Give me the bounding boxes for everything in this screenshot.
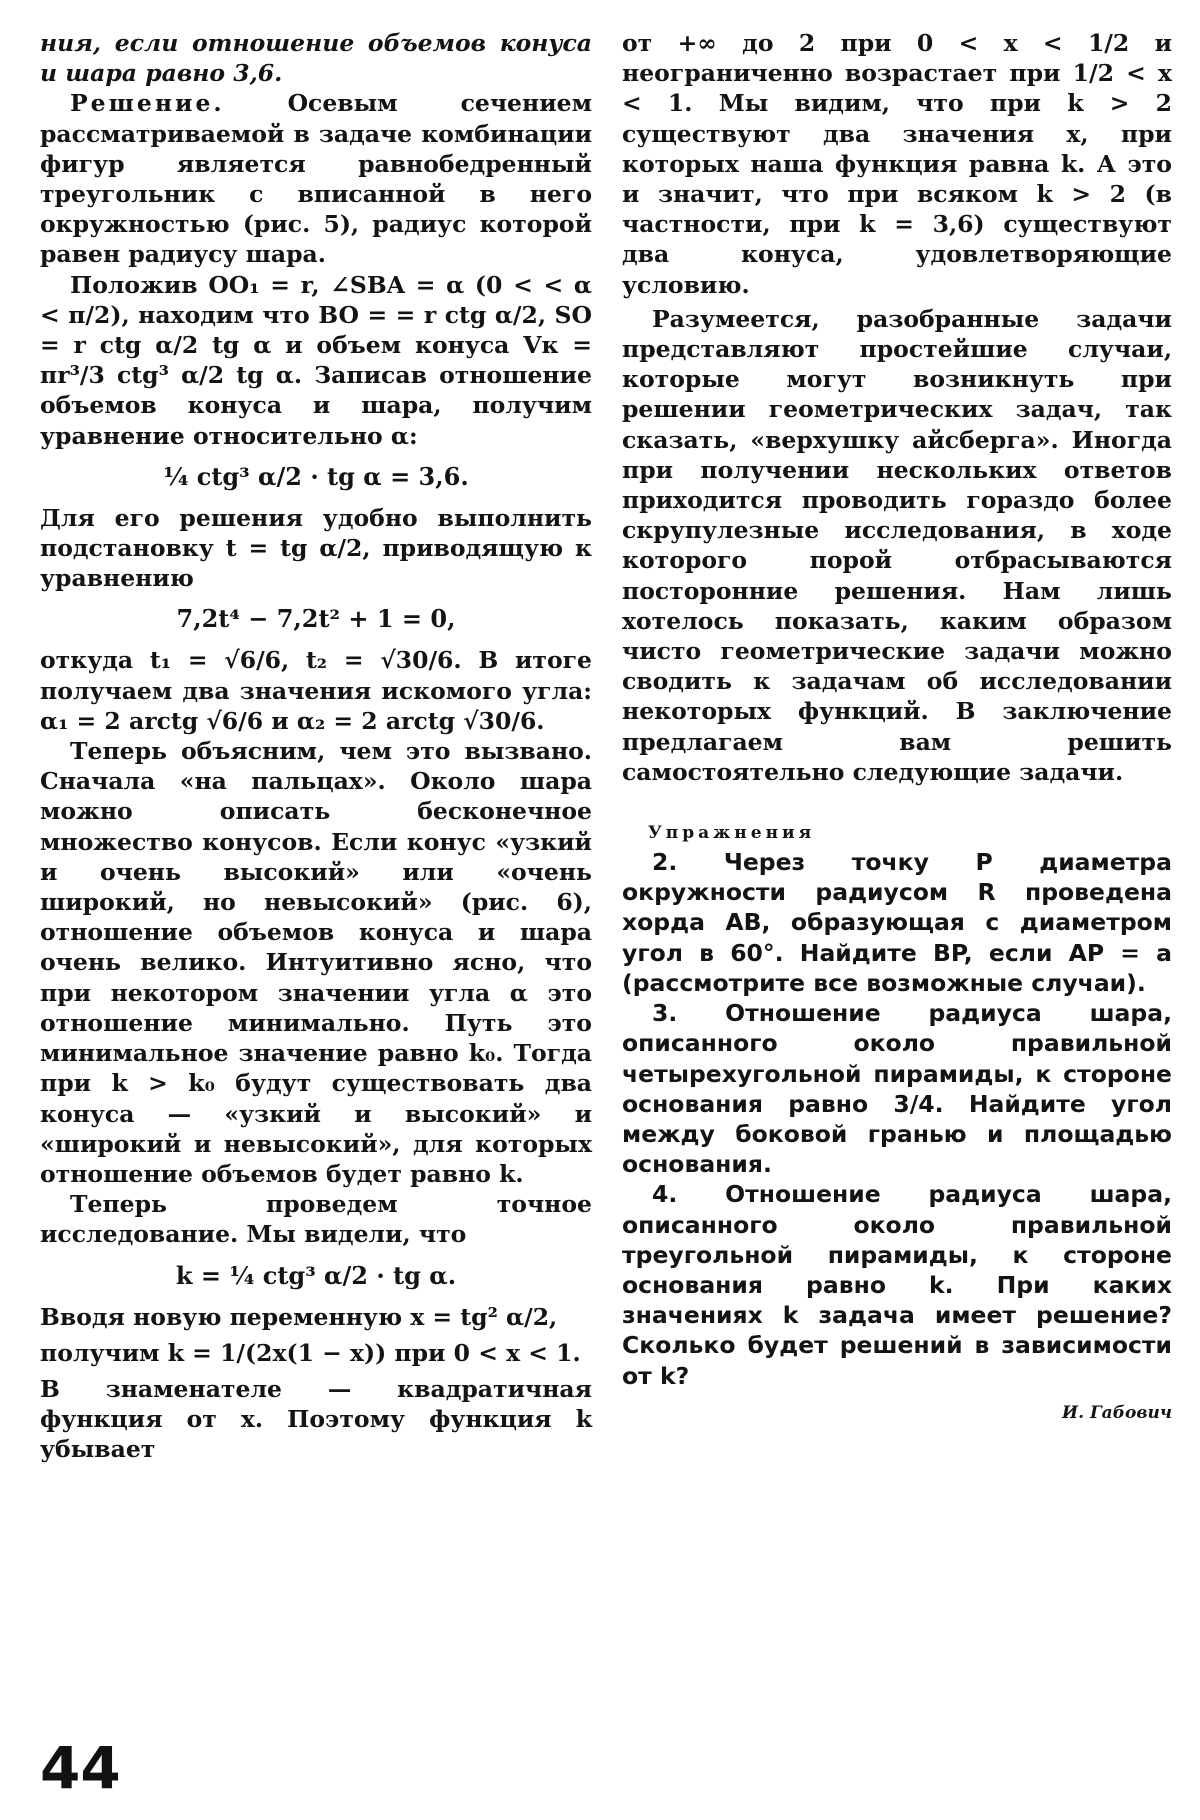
solution-text: Осевым сечением рассматриваемой в задаче комбинации фигур является равнобедренный треугольник с вписанной в него окружностью (рис. 5), радиус которой равен радиусу шара. (40, 89, 592, 269)
paragraph-new-variable: Вводя новую переменную x = tg² α/2, (40, 1302, 558, 1331)
paragraph-setup: Положив OO₁ = r, ∠SBA = α (0 < < α < π/2), находим что BO = = r ctg α/2, SO = r ctg α/2 tg α и объем конуса Vк = πr³/3 ctg³ α/2 tg α. Записав отношение объемов конуса и шара, получим уравнение относительно α: (40, 270, 592, 450)
solution-paragraph (40, 88, 592, 269)
paragraph-exact-study: Теперь проведем точное исследование. Мы видели, что (40, 1190, 592, 1249)
page-number: 44 (40, 1734, 121, 1802)
exercise-4: 4. Отношение радиуса шара, описанного около правильной треугольной пирамиды, к стороне основания равно k. При каких значениях k задача имеет решение? Сколько будет решений в зависимости от k? (622, 1180, 1172, 1390)
formula-k: k = ¼ ctg³ α/2 · tg α. (175, 1260, 457, 1290)
problem-statement-end: ния, если отношение объемов конуса и шара равно 3,6. (40, 29, 592, 88)
solution-label: Решение. (70, 89, 225, 118)
formula-quartic: 7,2t⁴ − 7,2t² + 1 = 0, (176, 604, 456, 634)
exercise-2: 2. Через точку P диаметра окружности радиусом R проведена хорда AB, образующая с диаметром угол в 60°. Найдите BP, если AP = a (рассмотрите все возможные случаи). (622, 848, 1172, 997)
formula-volume-ratio: ¼ ctg³ α/2 · tg α = 3,6. (163, 461, 469, 491)
author-signature: И. Габович (1062, 1402, 1172, 1423)
right-column (622, 28, 1172, 1423)
paragraph-denominator: В знаменателе — квадратичная функция от x. Поэтому функция k убывает (40, 1374, 592, 1464)
paragraph-k-of-x: получим k = 1/(2x(1 − x)) при 0 < x < 1. (40, 1338, 581, 1367)
paragraph-roots: откуда t₁ = √6/6, t₂ = √30/6. В итоге получаем два значения искомого угла: α₁ = 2 arctg √6/6 и α₂ = 2 arctg √30/6. (40, 646, 592, 735)
paragraph-monotonic: от +∞ до 2 при 0 < x < 1/2 и неограниченно возрастает при 1/2 < x < 1. Мы видим, что при k > 2 существуют два значения x, при которых наша функция равна k. А это и значит, что при всяком k > 2 (в частности, при k = 3,6) существуют два конуса, удовлетворяющие условию. (622, 29, 1172, 299)
paragraph-intuition: Теперь объясним, чем это вызвано. Сначала «на пальцах». Около шара можно описать бесконечное множество конусов. Если конус «узкий и очень высокий» или «очень широкий, но невысокий» (рис. 6), отношение объемов конуса и шара очень велико. Интуитивно ясно, что при некотором значении угла α это отношение минимально. Путь это минимальное значение равно k₀. Тогда при k > k₀ будут существовать два конуса — «узкий и высокий» и «широкий и невысокий», для которых отношение объемов будет равно k. (40, 737, 592, 1188)
exercises-heading: Упражнения (648, 823, 816, 844)
left-column (40, 28, 592, 1465)
paragraph-substitution: Для его решения удобно выполнить подстановку t = tg α/2, приводящую к уравнению (40, 503, 592, 593)
paragraph-conclusion: Разумеется, разобранные задачи представляют простейшие случаи, которые могут возникнуть при решении геометрических задач, так сказать, «верхушку айсберга». Иногда при получении нескольких ответов приходится проводить гораздо более скрупулезные исследования, в ходе которого порой отбрасываются посторонние решения. Нам лишь хотелось показать, каким образом чисто геометрические задачи можно сводить к задачам об исследовании некоторых функций. В заключение предлагаем вам решить самостоятельно следующие задачи. (622, 304, 1172, 786)
exercise-3: 3. Отношение радиуса шара, описанного около правильной четырехугольной пирамиды, к стороне основания равно 3/4. Найдите угол между боковой гранью и площадью основания. (622, 999, 1172, 1179)
